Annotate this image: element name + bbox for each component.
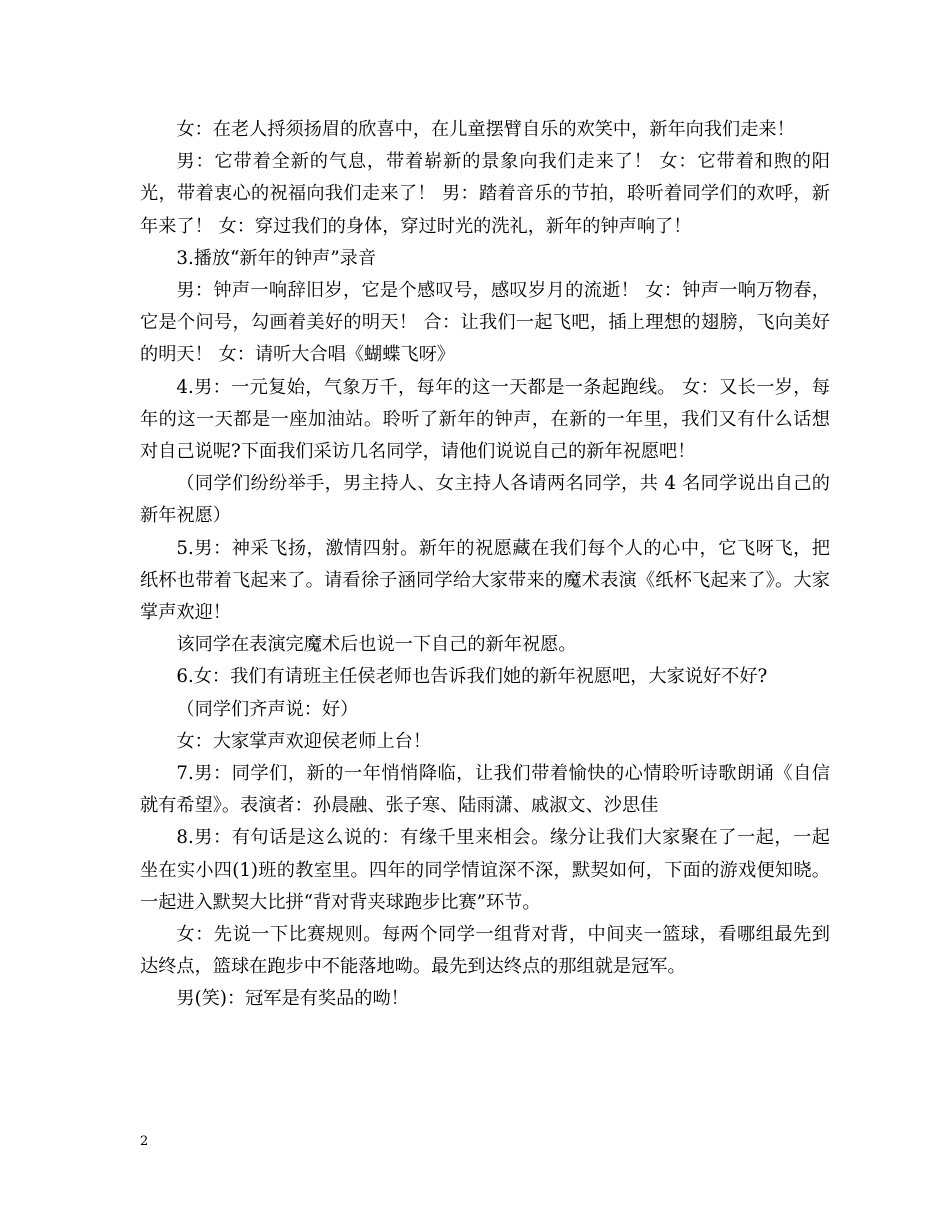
paragraph: 8.男：有句话是这么说的：有缘千里来相会。缘分让我们大家聚在了一起，一起坐在实小四(1)班的教室里。四年的同学情谊深不深，默契如何，下面的游戏便知晓。一起进入默契大比拼“背对背夹球跑步比赛”环节。 xyxy=(140,827,830,913)
paragraph: 男：钟声一响辞旧岁，它是个感叹号，感叹岁月的流逝！ 女：钟声一响万物春，它是个问号，勾画着美好的明天！ 合：让我们一起飞吧，插上理想的翅膀，飞向美好的明天！ 女：请听大合唱《蝴蝶飞呀》 xyxy=(140,280,830,366)
paragraph: 6.女：我们有请班主任侯老师也告诉我们她的新年祝愿吧，大家说好不好? xyxy=(176,666,768,688)
paragraph: （同学们齐声说：好） xyxy=(176,698,359,720)
paragraph: （同学们纷纷举手，男主持人、女主持人各请两名同学，共 4 名同学说出自己的新年祝愿） xyxy=(140,473,830,527)
paragraph: 男(笑)：冠军是有奖品的呦！ xyxy=(176,988,409,1010)
paragraph: 7.男：同学们，新的一年悄悄降临，让我们带着愉快的心情聆听诗歌朗诵《自信就有希望》。表演者：孙晨融、张子寒、陆雨潇、戚淑文、沙思佳 xyxy=(140,763,830,817)
document-body xyxy=(140,114,830,1016)
paragraph: 女：在老人捋须扬眉的欣喜中，在儿童摆臂自乐的欢笑中，新年向我们走来！ xyxy=(176,119,795,140)
paragraph: 3.播放“新年的钟声”录音 xyxy=(176,247,377,269)
paragraph: 女：大家掌声欢迎侯老师上台！ xyxy=(176,730,432,752)
page-number: 2 xyxy=(140,1134,149,1149)
paragraph: 5.男：神采飞扬，激情四射。新年的祝愿藏在我们每个人的心中，它飞呀飞，把纸杯也带着飞起来了。请看徐子涵同学给大家带来的魔术表演《纸杯飞起来了》。大家掌声欢迎！ xyxy=(140,537,830,624)
paragraph: 男：它带着全新的气息，带着崭新的景象向我们走来了！ 女：它带着和煦的阳光，带着衷心的祝福向我们走来了！ 男：踏着音乐的节拍，聆听着同学们的欢呼，新年来了！ 女：穿过我们的身体，穿过时光的洗礼，新年的钟声响了！ xyxy=(140,151,830,237)
paragraph: 女：先说一下比赛规则。每两个同学一组背对背，中间夹一篮球，看哪组最先到达终点，篮球在跑步中不能落地呦。最先到达终点的那组就是冠军。 xyxy=(140,924,830,978)
paragraph: 该同学在表演完魔术后也说一下自己的新年祝愿。 xyxy=(176,634,577,656)
paragraph: 4.男：一元复始，气象万千，每年的这一天都是一条起跑线。 女：又长一岁，每年的这一天都是一座加油站。聆听了新年的钟声，在新的一年里，我们又有什么话想对自己说呢?下面我们采访几名同学，请他们说说自己的新年祝愿吧！ xyxy=(140,376,830,463)
